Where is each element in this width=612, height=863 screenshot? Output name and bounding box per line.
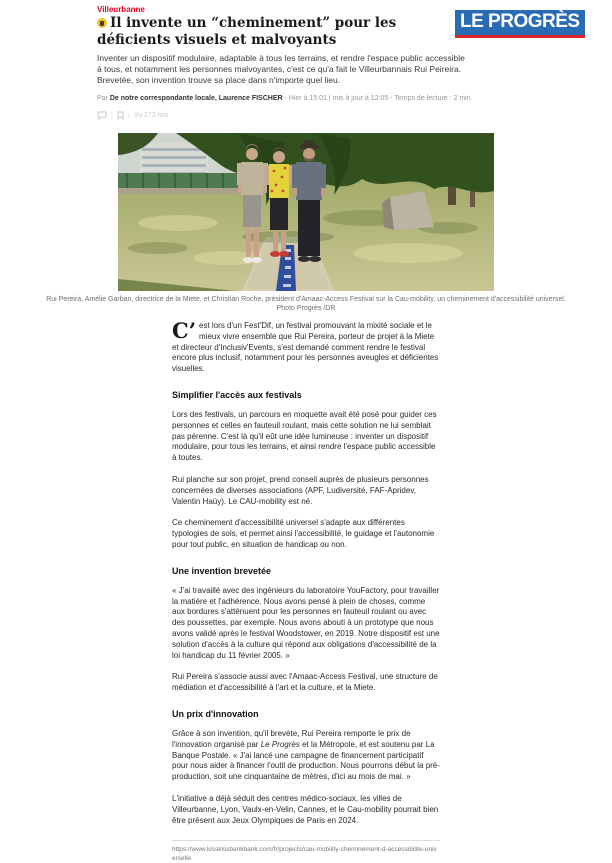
section-heading-festivals: Simplifier l'accès aux festivals xyxy=(172,389,302,400)
social-row xyxy=(97,109,168,121)
separator: | xyxy=(127,111,130,119)
article-photo xyxy=(118,133,494,291)
headline-text: Il invente un “cheminement” pour les déficients visuels et malvoyants xyxy=(97,15,397,48)
byline-prefix: Par xyxy=(97,95,110,102)
paragraph: Rui planche sur son projet, prend conseil auprès de plusieurs personnes concernées de diverses associations (APF, Ludiversité, FAF-Apridev, Valentin Haüy). Le CAU-mobility est né. xyxy=(172,474,429,506)
paragraph xyxy=(172,729,440,783)
premium-subscriber-icon xyxy=(97,18,107,28)
view-count: Vu 273 fois xyxy=(133,111,169,119)
paragraph-text: est lors d'un Fest'Dif, un festival promouvant la mixité sociale et le mieux vivre ensemble que Rui Pereira, porteur de projet à la Miete et directeur d'Inclusiv'Events, s'est demandé comment rendre le festival encore plus inclusif, notamment pour les personnes aveugles et déficientes visuelles. xyxy=(172,321,439,374)
paragraph: Rui Pereira s'associe aussi avec l'Amaac-Access Festival, une structure de médiation et d'accessibilité à l'art et la culture, et la Miete. xyxy=(172,672,438,693)
drop-cap: C’ xyxy=(172,318,197,343)
article-lede: Inventer un dispositif modulaire, adaptable à tous les terrains, et rendre l'espace public accessible à tous, et notamment les personnes malvoyantes, c'est ce qu'a fait le Villeurbannais Rui Peireira. Brevetée, son invention trouve sa place dans n'importe quel lieu. xyxy=(97,53,465,85)
crowdfunding-link[interactable]: https://www.kisskissbankbank.com/fr/projects/cau-mobility-cheminement-d-accessibilite-universelle xyxy=(172,846,437,862)
separator: | xyxy=(111,111,113,119)
section-heading-invention: Une invention brevetée xyxy=(172,565,272,576)
article-headline xyxy=(97,15,449,48)
byline-author: De notre correspondante locale, Laurence FISCHER xyxy=(109,95,283,102)
category-link[interactable]: Villeurbanne xyxy=(97,5,145,14)
paragraph xyxy=(172,318,440,375)
paragraph-text: Grâce à son invention, qu'il brevète, Rui Pereira remporte le prix de l'innovation organisé par xyxy=(172,728,411,749)
journal-name: Le Progrès xyxy=(260,739,300,749)
comment-icon[interactable] xyxy=(97,111,107,120)
photo-illustration xyxy=(118,133,494,291)
paragraph: « J'ai travaillé avec des ingénieurs du laboratoire YouFactory, pour travailler la matière et l'adhérence. Nous avons pensé à plein de choses, comme aux bordures s'atténuent pour les personnes en fauteuil roulant ou avec des poussettes, par exemple. Nous avons abouti à un prototype que nous avons validé après le festival Woodstower, en 2019. Notre dispositif est une solution d'accès à la culture qui répond aux obligations d'accessibilité de la loi handicap du 11 février 2005. » xyxy=(172,585,440,660)
photo-caption xyxy=(20,295,592,313)
article-body xyxy=(172,318,440,863)
paragraph-text: et la Métropole, et est soutenu par La Banque Postale. « J'ai lancé une campagne de financement participatif pour nous aider à financer l'outil de production. Nous pourrons début la pré-production, soit une cinquantaine de mètres, d'ici au mois de mai. » xyxy=(172,739,440,782)
bookmark-icon[interactable] xyxy=(117,111,124,120)
section-heading-prix: Un prix d'innovation xyxy=(172,708,259,719)
divider xyxy=(172,840,440,841)
paragraph: L'initiative a déjà séduit des centres médico-sociaux, les villes de Villeurbanne, Lyon, Vaulx-en-Velin, Cannes, et le Cau-mobility pourrait bien être présent aux Jeux Olympiques de Paris en 2024. xyxy=(172,793,439,825)
paragraph: Lors des festivals, un parcours en moquette avait été posé pour guider ces personnes et celles en fauteuil roulant, mais cette solution ne lui semblait pas pérenne. C'est là qu'il eût une idée lumineuse : inventer un dispositif modulaire, pour tous les terrains, et ainsi rendre l'espace public accessible à toutes. xyxy=(172,409,437,463)
le-progres-logo[interactable]: LE PROGRÈS xyxy=(455,10,585,38)
caption-text: Rui Pereira, Amélie Garban, directrice de la Miete, et Christian Roche, président d'Amaac-Access Festival sur la Cau-mobility, un cheminement d'accessibilité universel. xyxy=(46,296,566,303)
byline xyxy=(97,95,527,102)
byline-meta: - Hier à 15:01 | mis à jour à 12:05 - Temps de lecture : 2 min xyxy=(282,95,471,102)
caption-credit: Photo Progrès /DR xyxy=(276,305,336,312)
paragraph: Ce cheminement d'accessibilité universel s'adapte aux différentes typologies de sols, et permet ainsi l'accessibilité, le guidage et l'autonomie pour tout public, en situation de handicap ou non. xyxy=(172,518,435,549)
